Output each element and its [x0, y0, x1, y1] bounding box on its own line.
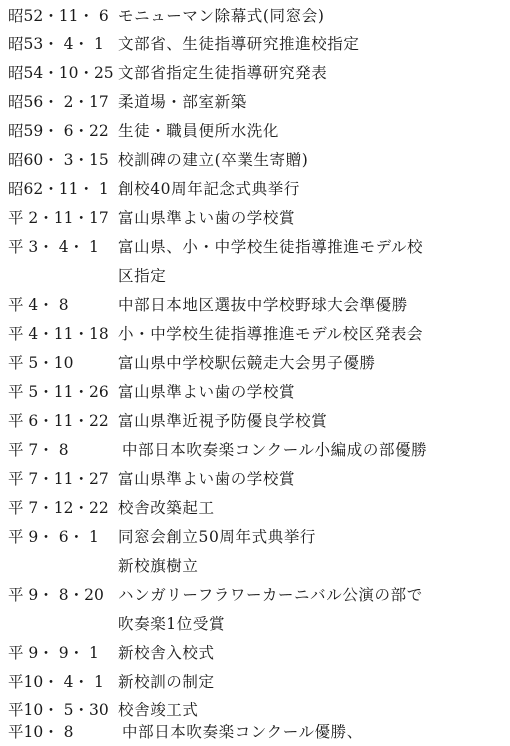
entry-date: 昭62・11・ 1 [8, 180, 109, 198]
entry-6 [0, 146, 510, 174]
entry-event: 校訓碑の建立(卒業生寄贈) [118, 151, 309, 169]
entry-event: 中部日本地区選抜中学校野球大会準優勝 [118, 296, 408, 314]
entry-event: 創校40周年記念式典挙行 [118, 180, 300, 198]
entry-date: 平 9・ 6・ 1 [8, 528, 99, 546]
entry-date: 平 7・11・27 [8, 470, 109, 488]
entry-event: 文部省指定生徒指導研究発表 [118, 64, 328, 82]
entry-8 [0, 204, 510, 232]
entry-event: 吹奏楽1位受賞 [118, 615, 226, 633]
entry-4 [0, 88, 510, 116]
entry-date: 平 3・ 4・ 1 [8, 238, 99, 256]
entry-9 [0, 233, 510, 261]
entry-21 [0, 668, 510, 696]
entry-7 [0, 175, 510, 203]
entry-1 [0, 2, 510, 30]
entry-date: 昭53・ 4・ 1 [8, 35, 104, 53]
entry-event: 富山県中学校駅伝競走大会男子優勝 [118, 354, 376, 372]
entry-event: 富山県準よい歯の学校賞 [118, 209, 296, 227]
entry-date: 平10・ 4・ 1 [8, 673, 104, 691]
entry-2 [0, 30, 510, 58]
entry-3 [0, 59, 510, 87]
entry-5 [0, 117, 510, 145]
entry-event: 富山県準よい歯の学校賞 [118, 470, 296, 488]
entry-date: 昭59・ 6・22 [8, 122, 109, 140]
entry-12 [0, 349, 510, 377]
entry-event: 文部省、生徒指導研究推進校指定 [118, 35, 360, 53]
entry-event: モニューマン除幕式(同窓会) [118, 7, 325, 25]
entry-14 [0, 407, 510, 435]
entry-17 [0, 494, 510, 522]
entry-event: 柔道場・部室新築 [118, 93, 247, 111]
entry-date: 平 5・11・26 [8, 383, 109, 401]
entry-event: 校舎改築起工 [118, 499, 215, 517]
entry-event: 校舎竣工式 [118, 701, 199, 719]
entry-date: 平 9・ 9・ 1 [8, 644, 99, 662]
entry-event: 新校舎入校式 [118, 644, 215, 662]
entry-event: 中部日本吹奏楽コンクール小編成の部優勝 [122, 441, 428, 459]
entry-18 [0, 523, 510, 551]
entry-19-continued [0, 610, 510, 638]
entry-event: 中部日本吹奏楽コンクール優勝、 [122, 723, 363, 741]
entry-15 [0, 436, 510, 464]
entry-date: 平 2・11・17 [8, 209, 109, 227]
entry-event: 区指定 [118, 267, 167, 285]
entry-date: 昭52・11・ 6 [8, 7, 109, 25]
entry-event: 小・中学校生徒指導推進モデル校区発表会 [118, 325, 424, 343]
entry-date: 平 4・11・18 [8, 325, 109, 343]
entry-date: 平10・ 8 [8, 723, 74, 741]
entry-date: 平 7・12・22 [8, 499, 109, 517]
entry-event: 同窓会創立50周年式典挙行 [118, 528, 317, 546]
entry-23 [0, 718, 510, 746]
entry-date: 平 4・ 8 [8, 296, 69, 314]
entry-date: 昭56・ 2・17 [8, 93, 109, 111]
entry-19 [0, 581, 510, 609]
entry-18-continued [0, 552, 510, 580]
entry-16 [0, 465, 510, 493]
entry-event: 富山県、小・中学校生徒指導推進モデル校 [118, 238, 424, 256]
entry-event: 富山県準近視予防優良学校賞 [118, 412, 328, 430]
entry-event: 生徒・職員便所水洗化 [118, 122, 280, 140]
entry-date: 平 6・11・22 [8, 412, 109, 430]
entry-event: 新校訓の制定 [118, 673, 215, 691]
entry-date: 昭54・10・25 [8, 64, 114, 82]
entry-date: 平 5・10 [8, 354, 74, 372]
entry-event: ハンガリーフラワーカーニバル公演の部で [118, 586, 423, 604]
entry-date: 平10・ 5・30 [8, 701, 109, 719]
entry-event: 富山県準よい歯の学校賞 [118, 383, 296, 401]
entry-20 [0, 639, 510, 667]
entry-13 [0, 378, 510, 406]
entry-date: 平 7・ 8 [8, 441, 69, 459]
entry-event: 新校旗樹立 [118, 557, 199, 575]
entry-date: 昭60・ 3・15 [8, 151, 109, 169]
entry-9-continued [0, 262, 510, 290]
entry-11 [0, 320, 510, 348]
entry-10 [0, 291, 510, 319]
entry-date: 平 9・ 8・20 [8, 586, 104, 604]
